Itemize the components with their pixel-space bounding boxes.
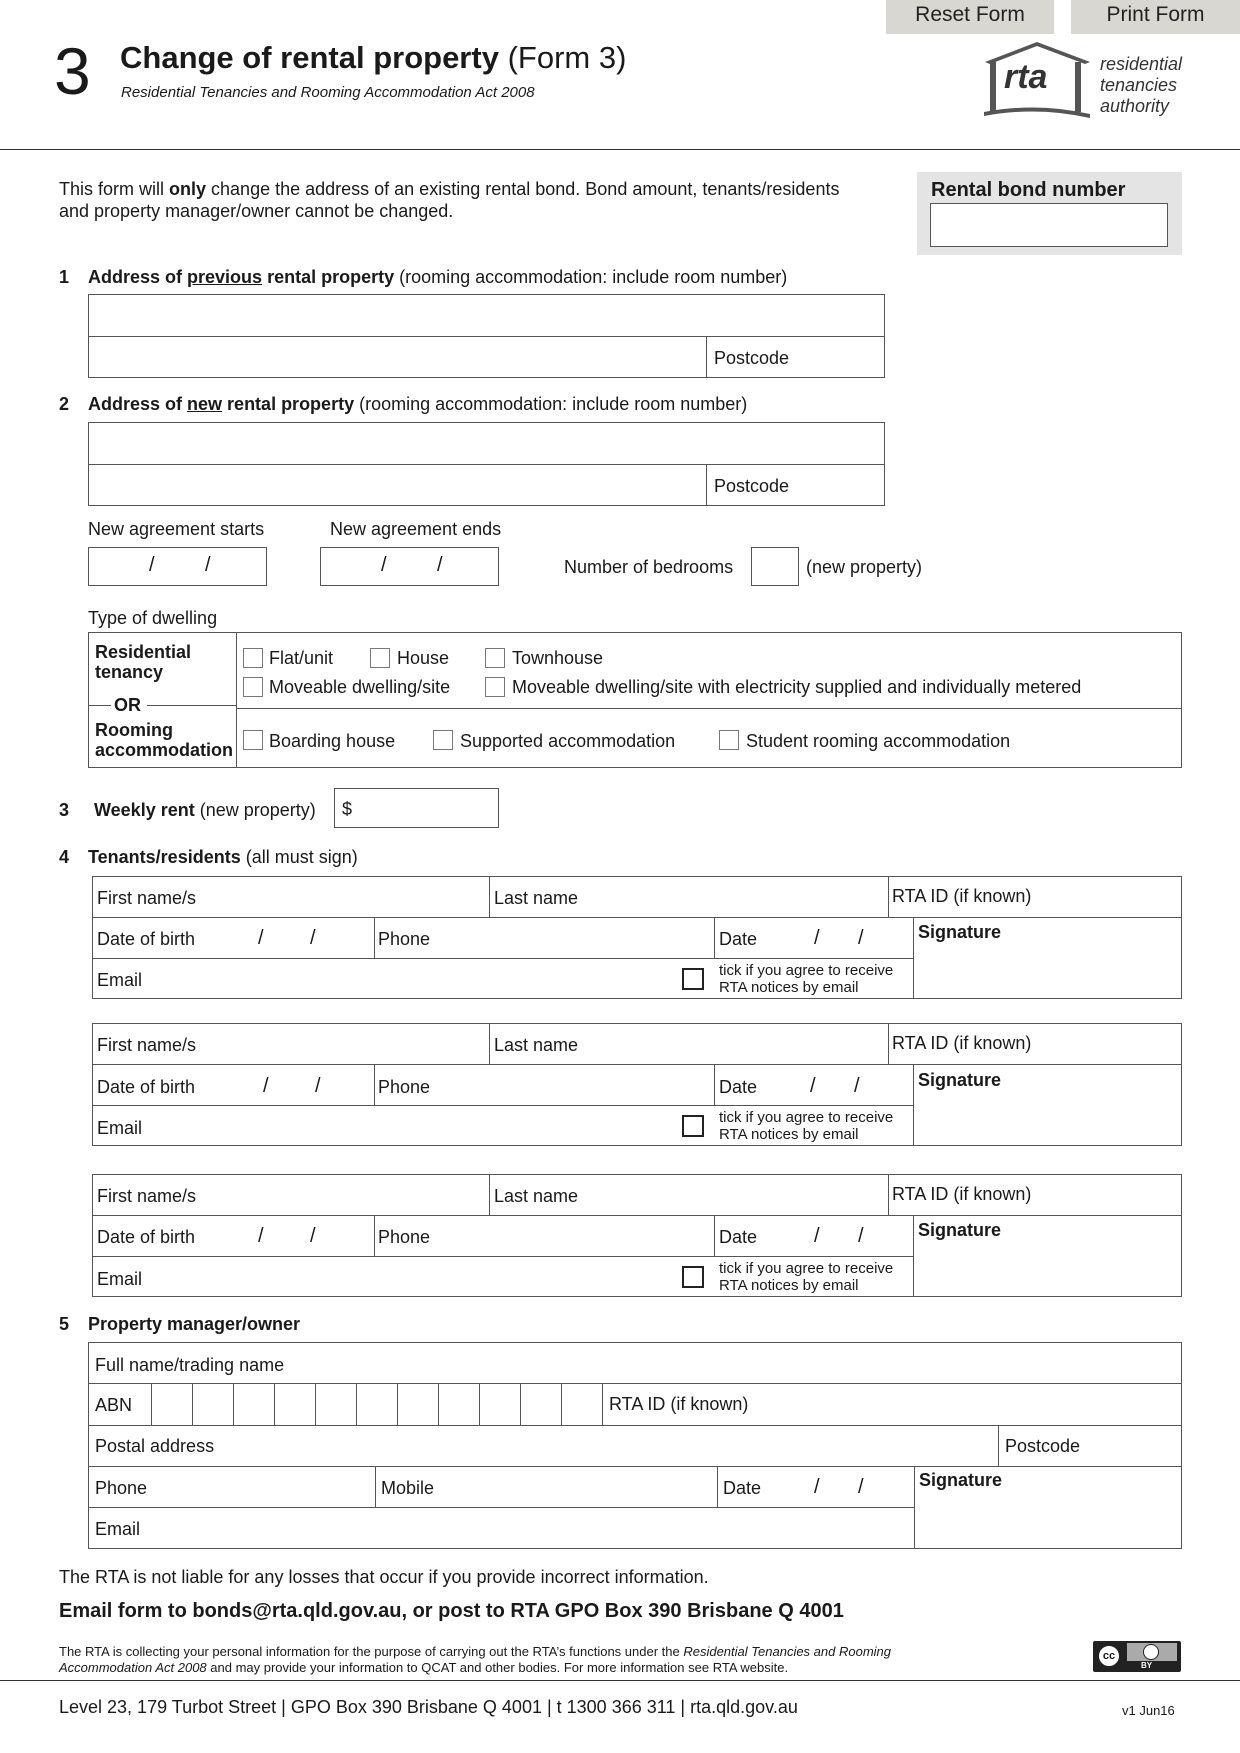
email-label: Email [97, 1269, 143, 1289]
section-3-heading: Weekly rent (new property) [94, 800, 316, 820]
org-line-3: authority [1100, 96, 1170, 116]
rta-id-label: RTA ID (if known) [892, 1033, 1032, 1053]
email-label: Email [97, 970, 143, 990]
new-address-field[interactable] [88, 422, 885, 506]
form-number: 3 [54, 34, 91, 108]
rta-logo [980, 40, 1095, 120]
previous-address-field[interactable] [88, 294, 885, 378]
signature-label: Signature [918, 1220, 1002, 1240]
moveable-electricity-checkbox[interactable] [485, 677, 505, 697]
moveable-electricity-label: Moveable dwelling/site with electricity supplied and individually metered [512, 677, 1082, 697]
date-label: Date [719, 1077, 758, 1097]
full-name-label: Full name/trading name [95, 1355, 285, 1375]
new-postcode-label: Postcode [714, 476, 790, 496]
email-notices-label: tick if you agree to receive RTA notices by email [719, 1260, 894, 1294]
rental-bond-label: Rental bond number [931, 179, 1126, 201]
house-label: House [397, 648, 450, 668]
abn-label: ABN [95, 1395, 133, 1415]
tenant-block-3: First name/s Last name RTA ID (if known) Date of birth / / Phone Date / / Signature Email tick if you agree to receive RTA notices by email [92, 1174, 1182, 1297]
postal-address-label: Postal address [95, 1436, 215, 1456]
agreement-ends-label: New agreement ends [330, 519, 502, 539]
section-1-heading: Address of previous rental property (rooming accommodation: include room number) [88, 267, 788, 287]
footer-divider [0, 1680, 1240, 1681]
rental-bond-panel [917, 172, 1182, 255]
section-4-heading: Tenants/residents (all must sign) [88, 847, 358, 867]
signature-label: Signature [918, 922, 1002, 942]
pm-email-label: Email [95, 1519, 141, 1539]
agreement-starts-label: New agreement starts [88, 519, 265, 539]
house-checkbox[interactable] [370, 648, 390, 668]
rooming-accommodation-label: Rooming accommodation [95, 720, 234, 760]
cc-icon: cc [1097, 1644, 1121, 1668]
agreement-ends-input[interactable]: / / [320, 547, 499, 586]
flat-unit-checkbox[interactable] [243, 648, 263, 668]
section-5-heading: Property manager/owner [88, 1314, 301, 1334]
phone-label: Phone [378, 1227, 431, 1247]
logo-text: rta [1004, 58, 1048, 96]
student-rooming-checkbox[interactable] [719, 730, 739, 750]
version-label: v1 Jun16 [1122, 1703, 1175, 1718]
dwelling-type-label: Type of dwelling [88, 608, 218, 628]
email-notices-checkbox[interactable] [682, 1115, 704, 1137]
first-name-label: First name/s [97, 888, 197, 908]
dob-label: Date of birth [97, 1227, 196, 1247]
reset-form-button[interactable]: Reset Form [886, 0, 1054, 34]
pm-rta-id-label: RTA ID (if known) [609, 1394, 749, 1414]
boarding-house-label: Boarding house [269, 731, 396, 751]
boarding-house-checkbox[interactable] [243, 730, 263, 750]
pm-mobile-label: Mobile [381, 1478, 435, 1498]
section-1-number: 1 [59, 267, 70, 287]
supported-accommodation-checkbox[interactable] [433, 730, 453, 750]
section-2-number: 2 [59, 394, 70, 414]
by-label: BY [1141, 1661, 1153, 1670]
org-line-2: tenancies [1100, 75, 1178, 95]
pm-date-label: Date [723, 1478, 762, 1498]
cc-by-badge [1093, 1641, 1181, 1672]
dob-label: Date of birth [97, 929, 196, 949]
abn-input[interactable] [152, 1384, 602, 1424]
bedrooms-input[interactable] [751, 547, 799, 586]
bedrooms-note: (new property) [806, 557, 923, 577]
print-form-button[interactable]: Print Form [1071, 0, 1240, 34]
email-notices-checkbox[interactable] [682, 968, 704, 990]
by-person-icon [1127, 1643, 1177, 1661]
org-line-1: residential [1100, 54, 1183, 74]
header-divider [0, 149, 1240, 150]
townhouse-checkbox[interactable] [485, 648, 505, 668]
privacy-notice: The RTA is collecting your personal information for the purpose of carrying out the RTA’s functions under the Residential Tenancies and Rooming Accommodation Act 2008 and may provide your information to QCAT and other bodies. For more information see RTA website. [59, 1644, 891, 1675]
title-suffix: (Form 3) [507, 40, 627, 75]
phone-label: Phone [378, 1077, 431, 1097]
phone-label: Phone [378, 929, 431, 949]
email-label: Email [97, 1118, 143, 1138]
bedrooms-label: Number of bedrooms [564, 557, 734, 577]
pm-postcode-label: Postcode [1005, 1436, 1081, 1456]
flat-unit-label: Flat/unit [269, 648, 334, 668]
dwelling-type-table [88, 632, 1182, 768]
signature-label: Signature [918, 1070, 1002, 1090]
first-name-label: First name/s [97, 1035, 197, 1055]
section-5-number: 5 [59, 1314, 70, 1334]
property-manager-table: Full name/trading name ABN RTA ID (if known) Postal address Postcode Phone Mobile Date / / Signature Email [88, 1342, 1182, 1549]
submission-instructions: Email form to bonds@rta.qld.gov.au, or post to RTA GPO Box 390 Brisbane Q 4001 [59, 1600, 844, 1622]
or-label: OR [114, 695, 141, 715]
rta-id-label: RTA ID (if known) [892, 1184, 1032, 1204]
section-3-number: 3 [59, 800, 70, 820]
student-rooming-label: Student rooming accommodation [746, 731, 1011, 751]
supported-accommodation-label: Supported accommodation [460, 731, 676, 751]
email-notices-checkbox[interactable] [682, 1266, 704, 1288]
org-name [1100, 54, 1182, 117]
liability-notice: The RTA is not liable for any losses that occur if you provide incorrect information. [59, 1567, 709, 1587]
weekly-rent-input[interactable] [334, 788, 499, 828]
residential-tenancy-label: Residential tenancy [95, 642, 192, 682]
previous-postcode-label: Postcode [714, 348, 790, 368]
intro-text: This form will only change the address of an existing rental bond. Bond amount, tenants/residents and property manager/owner cannot be changed. [59, 179, 840, 221]
date-label: Date [719, 1227, 758, 1247]
title-bold: Change of rental property [120, 40, 499, 75]
date-label: Date [719, 929, 758, 949]
tenant-block-1: First name/s Last name RTA ID (if known) Date of birth / / Phone Date / / Signature Email tick if you agree to receive RTA notices by email [92, 876, 1182, 999]
last-name-label: Last name [494, 888, 579, 908]
moveable-dwelling-checkbox[interactable] [243, 677, 263, 697]
pm-signature-label: Signature [919, 1470, 1003, 1490]
section-2-heading: Address of new rental property (rooming accommodation: include room number) [88, 394, 748, 414]
contact-details: Level 23, 179 Turbot Street | GPO Box 390 Brisbane Q 4001 | t 1300 366 311 | rta.qld.gov.au [59, 1697, 798, 1717]
last-name-label: Last name [494, 1186, 579, 1206]
email-notices-label: tick if you agree to receive RTA notices by email [719, 1109, 894, 1143]
email-notices-label: tick if you agree to receive RTA notices by email [719, 962, 894, 996]
moveable-dwelling-label: Moveable dwelling/site [269, 677, 451, 697]
section-4-number: 4 [59, 847, 70, 867]
last-name-label: Last name [494, 1035, 579, 1055]
pm-phone-label: Phone [95, 1478, 148, 1498]
currency-symbol: $ [342, 799, 353, 819]
dob-label: Date of birth [97, 1077, 196, 1097]
page-title [120, 40, 626, 76]
rta-id-label: RTA ID (if known) [892, 886, 1032, 906]
page-subtitle: Residential Tenancies and Rooming Accommodation Act 2008 [121, 84, 535, 101]
townhouse-label: Townhouse [512, 648, 604, 668]
tenant-block-2: First name/s Last name RTA ID (if known) Date of birth / / Phone Date / / Signature Email tick if you agree to receive RTA notices by email [92, 1023, 1182, 1146]
first-name-label: First name/s [97, 1186, 197, 1206]
agreement-starts-input[interactable]: / / [88, 547, 267, 586]
rental-bond-input[interactable] [930, 203, 1168, 247]
